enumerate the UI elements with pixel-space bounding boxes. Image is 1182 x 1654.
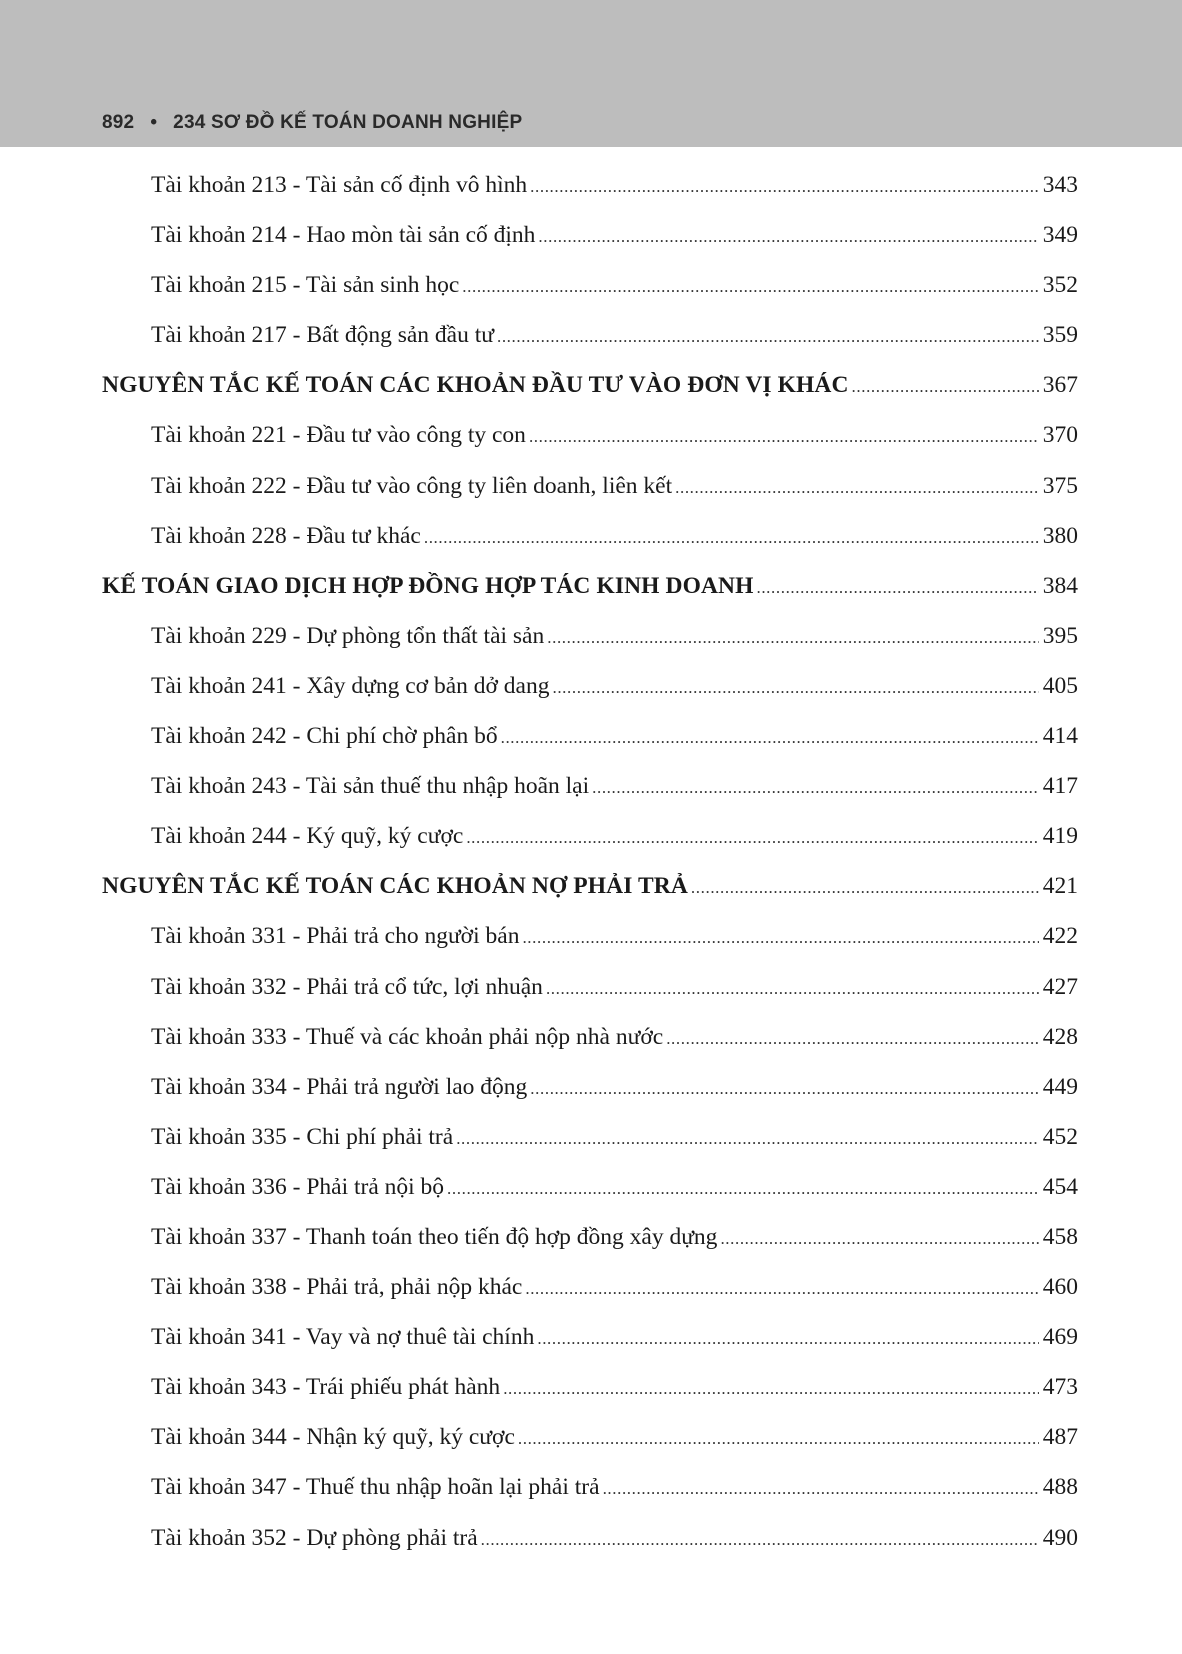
dot-leader xyxy=(497,327,1039,347)
header-band xyxy=(0,0,1182,147)
toc-entry[interactable] xyxy=(0,1014,1182,1064)
toc-entry-title: Tài khoản 222 - Đầu tư vào công ty liên doanh, liên kết xyxy=(151,472,673,499)
toc-entry-title: Tài khoản 214 - Hao mòn tài sản cố định xyxy=(151,222,536,249)
toc-row xyxy=(151,473,1078,500)
toc-entry-title: Tài khoản 332 - Phải trả cổ tức, lợi nhuận xyxy=(151,973,543,1000)
dot-leader xyxy=(691,878,1039,898)
toc-entry[interactable] xyxy=(0,1114,1182,1164)
toc-entry-page: 380 xyxy=(1042,522,1078,549)
toc-entry[interactable] xyxy=(0,1414,1182,1464)
dot-leader xyxy=(518,1429,1039,1449)
dot-leader xyxy=(756,578,1038,598)
dot-leader xyxy=(466,828,1038,848)
toc-entry[interactable] xyxy=(0,763,1182,813)
table-of-contents xyxy=(0,162,1182,1565)
toc-row xyxy=(102,573,1078,600)
toc-entry[interactable] xyxy=(0,412,1182,462)
toc-entry[interactable] xyxy=(0,312,1182,362)
toc-entry-title: Tài khoản 217 - Bất động sản đầu tư xyxy=(151,322,494,349)
toc-entry[interactable] xyxy=(0,1364,1182,1414)
toc-entry-page: 428 xyxy=(1042,1023,1078,1050)
toc-entry-page: 473 xyxy=(1042,1374,1078,1401)
toc-entry-title: Tài khoản 343 - Trái phiếu phát hành xyxy=(151,1374,501,1401)
toc-entry-page: 469 xyxy=(1042,1324,1078,1351)
toc-entry[interactable] xyxy=(0,964,1182,1014)
toc-row xyxy=(151,1374,1078,1401)
dot-leader xyxy=(592,778,1039,798)
toc-entry-title: Tài khoản 213 - Tài sản cố định vô hình xyxy=(151,172,528,198)
toc-row xyxy=(151,923,1078,950)
dot-leader xyxy=(537,1329,1038,1349)
toc-row xyxy=(151,1224,1078,1251)
toc-row xyxy=(151,422,1078,449)
toc-row xyxy=(151,823,1078,850)
toc-entry-page: 414 xyxy=(1042,723,1078,750)
toc-row xyxy=(151,1024,1078,1051)
dot-leader xyxy=(552,678,1038,698)
toc-entry-title: Tài khoản 241 - Xây dựng cơ bản dở dang xyxy=(151,672,550,699)
dot-leader xyxy=(447,1179,1039,1199)
toc-entry[interactable] xyxy=(0,613,1182,663)
toc-row xyxy=(151,1424,1078,1451)
toc-entry[interactable] xyxy=(0,713,1182,763)
toc-row xyxy=(151,1324,1078,1351)
toc-row xyxy=(151,1074,1078,1101)
toc-entry-page: 421 xyxy=(1042,873,1078,900)
toc-entry[interactable] xyxy=(0,813,1182,863)
toc-entry-page: 359 xyxy=(1042,322,1078,349)
dot-leader xyxy=(666,1029,1039,1049)
toc-entry-title: Tài khoản 221 - Đầu tư vào công ty con xyxy=(151,422,526,449)
toc-entry-page: 452 xyxy=(1042,1123,1078,1150)
dot-leader xyxy=(529,427,1039,447)
running-head xyxy=(102,112,522,134)
toc-section-heading[interactable] xyxy=(0,863,1182,913)
toc-entry-page: 422 xyxy=(1042,923,1078,950)
dot-leader xyxy=(530,1079,1038,1099)
toc-row xyxy=(151,773,1078,800)
toc-entry-page: 449 xyxy=(1042,1073,1078,1100)
toc-entry-page: 375 xyxy=(1042,472,1078,499)
toc-entry-page: 488 xyxy=(1042,1474,1078,1501)
toc-entry[interactable] xyxy=(0,1264,1182,1314)
toc-entry-page: 384 xyxy=(1042,572,1078,599)
dot-leader xyxy=(547,628,1039,648)
toc-entry[interactable] xyxy=(0,663,1182,713)
dot-leader xyxy=(852,377,1039,397)
toc-row xyxy=(151,1274,1078,1301)
toc-entry-title: Tài khoản 215 - Tài sản sinh học xyxy=(151,272,460,299)
toc-entry[interactable] xyxy=(0,1214,1182,1264)
dot-leader xyxy=(675,478,1039,498)
toc-entry-title: Tài khoản 337 - Thanh toán theo tiến độ hợp đồng xây dựng xyxy=(151,1223,718,1250)
toc-entry-title: Tài khoản 242 - Chi phí chờ phân bổ xyxy=(151,723,498,750)
toc-entry-page: 490 xyxy=(1042,1524,1078,1551)
dot-leader xyxy=(481,1530,1039,1550)
toc-row xyxy=(151,172,1078,199)
toc-row xyxy=(151,1525,1078,1552)
toc-row xyxy=(151,523,1078,550)
toc-entry[interactable] xyxy=(0,913,1182,963)
toc-entry[interactable] xyxy=(0,1464,1182,1514)
toc-entry-page: 427 xyxy=(1042,973,1078,1000)
toc-entry-page: 370 xyxy=(1042,422,1078,449)
dot-leader xyxy=(720,1229,1038,1249)
toc-entry-title: NGUYÊN TẮC KẾ TOÁN CÁC KHOẢN ĐẦU TƯ VÀO ĐƠN VỊ KHÁC xyxy=(102,372,849,399)
toc-entry-title: Tài khoản 335 - Chi phí phải trả xyxy=(151,1123,454,1150)
dot-leader xyxy=(530,177,1039,197)
toc-entry-page: 460 xyxy=(1042,1274,1078,1301)
toc-entry-page: 349 xyxy=(1042,222,1078,249)
toc-row xyxy=(151,723,1078,750)
toc-entry-title: Tài khoản 336 - Phải trả nội bộ xyxy=(151,1173,445,1200)
toc-section-heading[interactable] xyxy=(0,563,1182,613)
toc-entry-page: 367 xyxy=(1042,372,1078,399)
page-number: 892 xyxy=(102,112,135,133)
toc-entry-title: Tài khoản 344 - Nhận ký quỹ, ký cược xyxy=(151,1424,515,1451)
toc-row xyxy=(102,372,1078,399)
toc-entry[interactable] xyxy=(0,162,1182,212)
toc-entry-title: Tài khoản 338 - Phải trả, phải nộp khác xyxy=(151,1274,523,1301)
dot-leader xyxy=(525,1279,1038,1299)
toc-entry-page: 343 xyxy=(1042,172,1078,198)
dot-leader xyxy=(503,1379,1039,1399)
toc-entry-title: Tài khoản 334 - Phải trả người lao động xyxy=(151,1073,528,1100)
toc-row xyxy=(151,222,1078,249)
toc-entry-title: Tài khoản 244 - Ký quỹ, ký cược xyxy=(151,823,464,850)
toc-row xyxy=(102,873,1078,900)
toc-row xyxy=(151,623,1078,650)
toc-entry-title: Tài khoản 331 - Phải trả cho người bán xyxy=(151,923,520,950)
dot-leader xyxy=(522,928,1038,948)
toc-entry-page: 352 xyxy=(1042,272,1078,299)
toc-entry-title: NGUYÊN TẮC KẾ TOÁN CÁC KHOẢN NỢ PHẢI TRẢ xyxy=(102,873,688,900)
toc-entry-page: 405 xyxy=(1042,672,1078,699)
toc-entry-title: Tài khoản 229 - Dự phòng tổn thất tài sản xyxy=(151,622,545,649)
toc-row xyxy=(151,272,1078,299)
toc-entry-title: Tài khoản 333 - Thuế và các khoản phải nộp nhà nước xyxy=(151,1023,664,1050)
dot-leader xyxy=(538,227,1038,247)
toc-section-heading[interactable] xyxy=(0,362,1182,412)
toc-entry-page: 454 xyxy=(1042,1173,1078,1200)
dot-leader xyxy=(462,277,1038,297)
toc-entry[interactable] xyxy=(0,1164,1182,1214)
dot-leader xyxy=(456,1129,1039,1149)
toc-row xyxy=(151,673,1078,700)
toc-entry-title: Tài khoản 347 - Thuế thu nhập hoãn lại phải trả xyxy=(151,1474,600,1501)
toc-entry-page: 417 xyxy=(1042,773,1078,800)
toc-row xyxy=(151,1474,1078,1501)
toc-row xyxy=(151,1174,1078,1201)
book-title: 234 SƠ ĐỒ KẾ TOÁN DOANH NGHIỆP xyxy=(173,112,523,133)
toc-entry-page: 395 xyxy=(1042,622,1078,649)
toc-entry[interactable] xyxy=(0,1515,1182,1565)
toc-entry[interactable] xyxy=(0,1314,1182,1364)
toc-entry[interactable] xyxy=(0,212,1182,262)
toc-entry-page: 458 xyxy=(1042,1223,1078,1250)
toc-row xyxy=(151,974,1078,1001)
dot-leader xyxy=(603,1479,1039,1499)
toc-entry[interactable] xyxy=(0,513,1182,563)
dot-leader xyxy=(546,979,1039,999)
toc-entry[interactable] xyxy=(0,463,1182,513)
toc-entry-page: 419 xyxy=(1042,823,1078,850)
toc-entry-title: KẾ TOÁN GIAO DỊCH HỢP ĐỒNG HỢP TÁC KINH DOANH xyxy=(102,572,754,599)
dot-leader xyxy=(424,528,1039,548)
toc-entry-title: Tài khoản 243 - Tài sản thuế thu nhập hoãn lại xyxy=(151,773,590,800)
toc-row xyxy=(151,322,1078,349)
dot-leader xyxy=(501,728,1039,748)
toc-entry-title: Tài khoản 352 - Dự phòng phải trả xyxy=(151,1524,478,1551)
toc-entry-title: Tài khoản 228 - Đầu tư khác xyxy=(151,522,421,549)
toc-entry[interactable] xyxy=(0,262,1182,312)
bullet-separator: • xyxy=(150,112,158,133)
toc-row xyxy=(151,1124,1078,1151)
toc-entry[interactable] xyxy=(0,1064,1182,1114)
toc-entry-page: 487 xyxy=(1042,1424,1078,1451)
toc-entry-title: Tài khoản 341 - Vay và nợ thuê tài chính xyxy=(151,1324,535,1351)
